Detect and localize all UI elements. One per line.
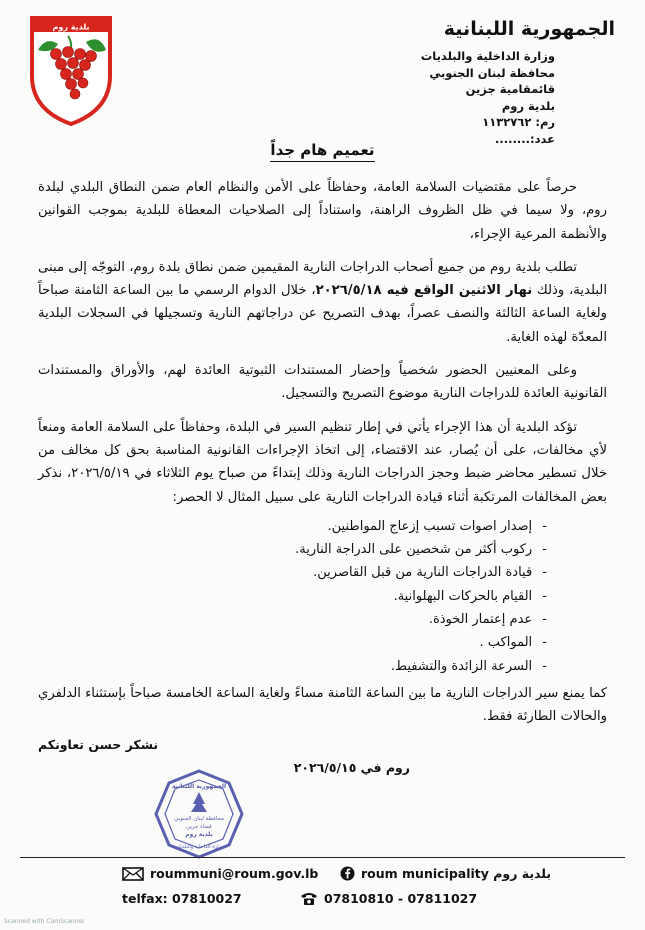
stamp-top-text: الجمهورية اللبنانية bbox=[171, 783, 227, 790]
governorate-line: محافظة لبنان الجنوبي bbox=[429, 65, 555, 80]
paragraph-intro: حرصاً على مقتضيات السلامة العامة، وحفاظاً على الأمن والنظام العام ضمن النطاق البلدي لبلدة روم، ولا سيما في ظل الظروف الراهنة، واستناداً إلى الصلاحيات المعطاة للبلدية بموجب القوانين والأنظمة المرعية الإجراء، bbox=[38, 180, 607, 242]
document-body bbox=[38, 176, 607, 739]
stamp-line-3: بلدية روم bbox=[185, 831, 213, 838]
footer-divider bbox=[20, 857, 625, 858]
stamp-line-2: قضاء جزين bbox=[186, 824, 212, 830]
list-item: - السرعة الزائدة والتشفيط. bbox=[38, 655, 547, 678]
paragraph-enforcement: تؤكد البلدية أن هذا الإجراء يأتي في إطار تنظيم السير في البلدة، وحفاظاً على السلامة العامة ومنعاً لأي مخالفات، على أن يُصار، عند الاقتضاء، إلى اتخاذ الإجراءات القانونية المناسبة بحق كل مخالف من خلال تسطير محاضر ضبط وحجز الدراجات النارية وذلك إبتداءً من صباح يوم الثلاثاء في ٢٠٢٦/٥/١٩، نذكر بعض المخالفات المرتكبة أثناء قيادة الدراجات النارية على سبيل المثال لا الحصر: bbox=[38, 419, 607, 505]
email-icon bbox=[122, 867, 144, 881]
list-item: - عدم إعتمار الخوذة. bbox=[38, 608, 547, 631]
official-stamp bbox=[153, 768, 245, 860]
date-place: روم في ٢٠٢٦/٥/١٥ bbox=[293, 760, 410, 775]
letterhead bbox=[395, 18, 615, 147]
list-item: - إصدار اصوات تسبب إزعاج المواطنين. bbox=[38, 515, 547, 538]
stamp-line-1: محافظة لبنان الجنوبي bbox=[174, 816, 224, 822]
list-item: - القيام بالحركات البهلوانية. bbox=[38, 585, 547, 608]
republic-title: الجمهورية اللبنانية bbox=[443, 18, 615, 40]
stamp-bottom-text: وزارة الداخلية والبلديات bbox=[174, 844, 224, 850]
reference-number: رم: ١١٣٢٧٦٢ bbox=[482, 115, 555, 129]
facebook-icon bbox=[340, 866, 355, 881]
request-date: نهار الاثنين الواقع فيه ٢٠٢٦/٥/١٨ bbox=[315, 283, 533, 299]
list-item: - المواكب . bbox=[38, 631, 547, 654]
number-field: عدد:........ bbox=[495, 131, 555, 146]
logo-label: بلدية روم bbox=[52, 22, 90, 32]
footer-facebook[interactable]: roum municipality بلدية روم bbox=[340, 866, 551, 881]
thanks-line: نشكر حسن تعاونكم bbox=[38, 737, 159, 752]
paragraph-request: تطلب بلدية روم من جميع أصحاب الدراجات النارية المقيمين ضمن نطاق بلدة روم، التوجّه إلى مبنى البلدية، وذلك نهار الاثنين الواقع فيه ٢٠٢٦/٥/١٨، خلال الدوام الرسمي ما بين الساعة الثامنة صباحاً ولغاية الساعة الثالثة والنصف عصراً، بهدف التصريح عن دراجاتهم النارية وتسجيلها في السجلات البلدية المعدّة لهذه الغاية. bbox=[38, 259, 607, 345]
scan-watermark: Scanned with CamScanner bbox=[4, 918, 85, 925]
municipality-logo bbox=[28, 14, 114, 126]
list-item: - ركوب أكثر من شخصين على الدراجة النارية. bbox=[38, 538, 547, 561]
paragraph-documents: وعلى المعنيين الحضور شخصياً وإحضار المستندات الثبوتية العائدة لهم، والأوراق والمستندات القانونية العائدة للدراجات النارية موضوع التصريح والتسجيل. bbox=[38, 363, 607, 402]
list-item: - قيادة الدراجات النارية من قبل القاصرين. bbox=[38, 561, 547, 584]
circular-title: تعميم هام جداً bbox=[0, 141, 645, 159]
footer-email[interactable]: roummuni@roum.gov.lb bbox=[122, 866, 318, 881]
paragraph-night-ban: كما يمنع سير الدراجات النارية ما بين الساعة الثامنة مساءً ولغاية الساعة الخامسة صباحاً بإستثناء الدلفري والحالات الطارئة فقط. bbox=[38, 685, 607, 725]
phone-icon bbox=[300, 892, 318, 906]
district-line: قائمقامية جزين bbox=[465, 82, 555, 96]
ministry-line: وزارة الداخلية والبلديات bbox=[420, 49, 555, 63]
municipality-line: بلدية روم bbox=[501, 98, 555, 113]
footer-telfax: telfax: 07810027 bbox=[122, 891, 242, 906]
footer-phones: 07810810 - 07811027 bbox=[300, 891, 477, 906]
violations-list bbox=[38, 515, 607, 678]
